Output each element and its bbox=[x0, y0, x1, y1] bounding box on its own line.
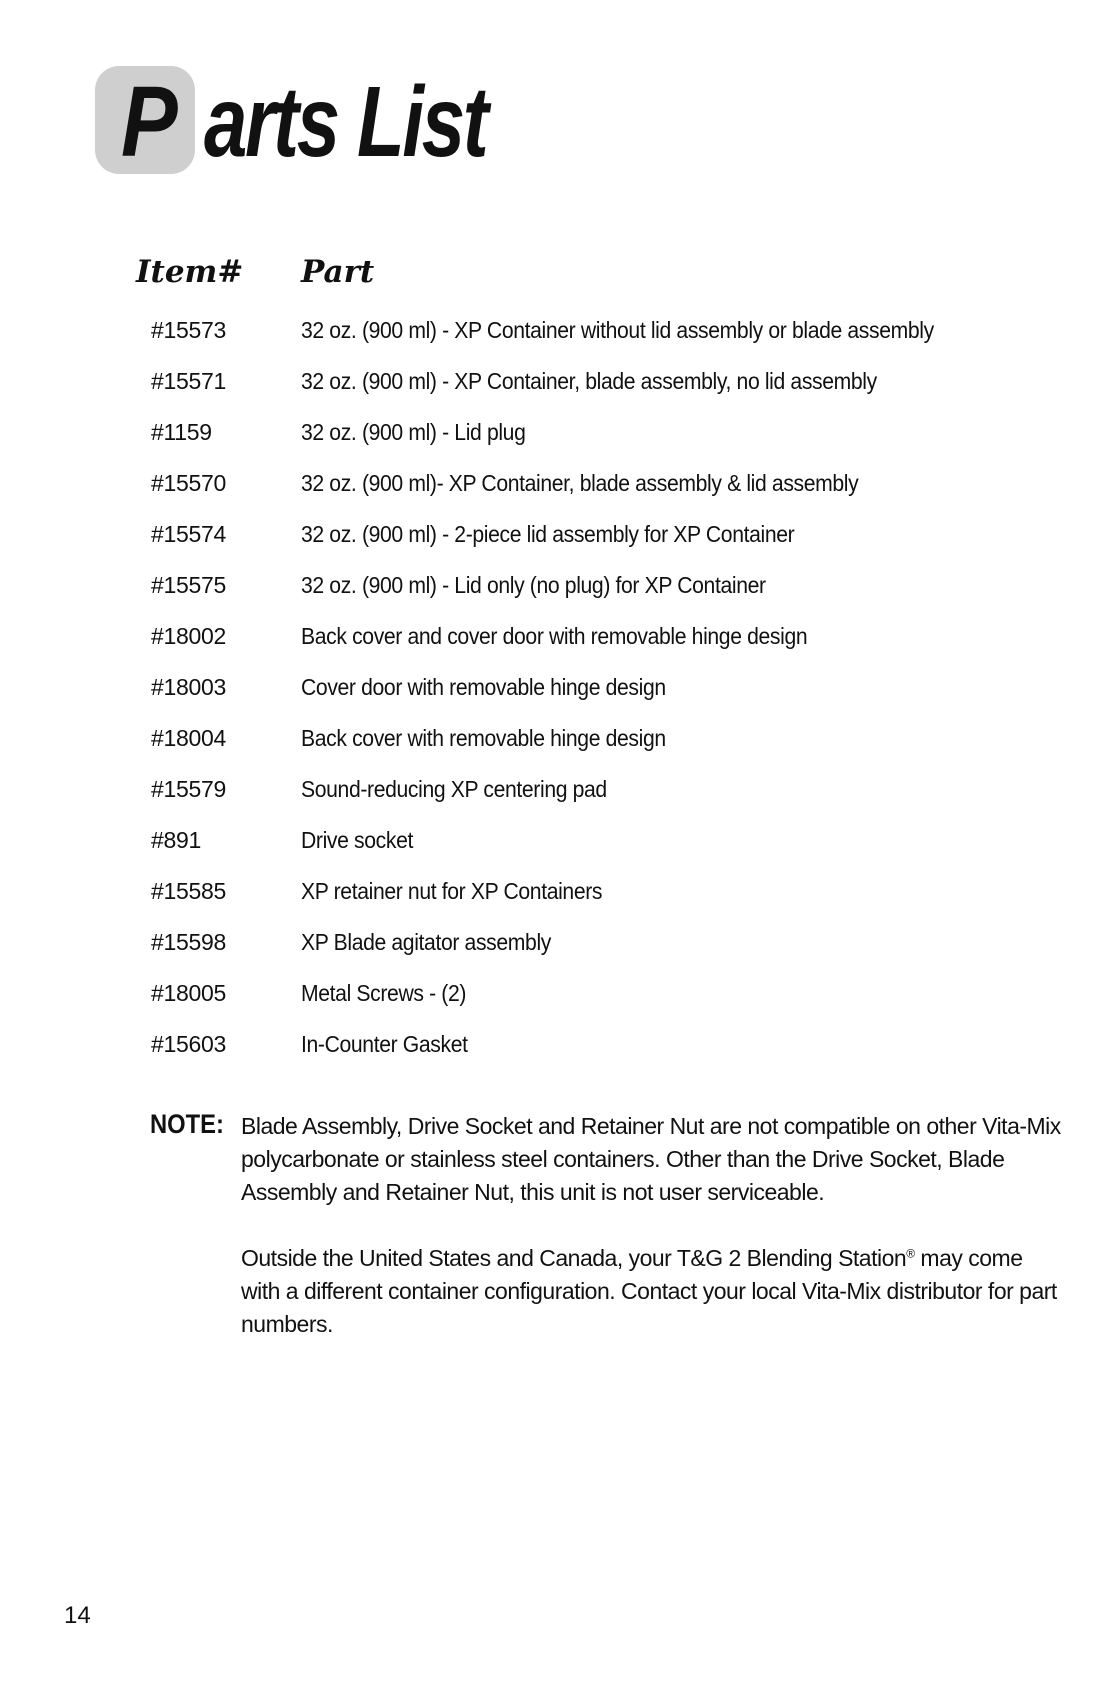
part-row bbox=[0, 616, 1100, 667]
part-description: 32 oz. (900 ml) - XP Container without lid assembly or blade assembly bbox=[301, 317, 934, 343]
part-description: XP Blade agitator assembly bbox=[301, 929, 551, 955]
part-row bbox=[0, 463, 1100, 514]
item-number: #18004 bbox=[151, 725, 226, 751]
item-column-header: Item# bbox=[136, 254, 244, 290]
part-column-header: Part bbox=[301, 254, 375, 290]
part-row bbox=[0, 769, 1100, 820]
part-row bbox=[0, 973, 1100, 1024]
item-number: #18002 bbox=[151, 623, 226, 649]
note-paragraph-configuration-start: Outside the United States and Canada, your T&G 2 Blending Station bbox=[241, 1245, 907, 1271]
part-description: 32 oz. (900 ml) - Lid plug bbox=[301, 419, 526, 445]
item-number: #15573 bbox=[151, 317, 226, 343]
item-number: #15570 bbox=[151, 470, 226, 496]
item-number: #15598 bbox=[151, 929, 226, 955]
part-description: Sound-reducing XP centering pad bbox=[301, 776, 607, 802]
item-number: #15574 bbox=[151, 521, 226, 547]
part-description: Back cover and cover door with removable hinge design bbox=[301, 623, 808, 649]
note-body bbox=[241, 1110, 1061, 1374]
part-row bbox=[0, 1024, 1100, 1075]
item-number: #15603 bbox=[151, 1031, 226, 1057]
registered-mark: ® bbox=[906, 1246, 915, 1261]
item-number: #15579 bbox=[151, 776, 226, 802]
part-description: 32 oz. (900 ml) - XP Container, blade assembly, no lid assembly bbox=[301, 368, 877, 394]
part-description: XP retainer nut for XP Containers bbox=[301, 878, 603, 904]
item-number: #18005 bbox=[151, 980, 226, 1006]
note-paragraph-configuration bbox=[241, 1242, 1061, 1341]
part-description: 32 oz. (900 ml) - 2-piece lid assembly for XP Container bbox=[301, 521, 795, 547]
parts-list bbox=[0, 310, 1100, 1075]
item-number: #1159 bbox=[151, 419, 212, 445]
title-text: arts List bbox=[204, 66, 487, 178]
note-paragraph-compatibility: Blade Assembly, Drive Socket and Retainer Nut are not compatible on other Vita-Mix polycarbonate or stainless steel containers. Other than the Drive Socket, Blade Assembly and Retainer Nut, this unit is not user serviceable. bbox=[241, 1113, 1061, 1205]
part-row bbox=[0, 922, 1100, 973]
part-row bbox=[0, 820, 1100, 871]
note-label: NOTE: bbox=[150, 1109, 224, 1139]
item-number: #15585 bbox=[151, 878, 226, 904]
part-row bbox=[0, 361, 1100, 412]
item-number: #15575 bbox=[151, 572, 226, 598]
part-row bbox=[0, 565, 1100, 616]
part-description: 32 oz. (900 ml)- XP Container, blade assembly & lid assembly bbox=[301, 470, 859, 496]
part-row bbox=[0, 310, 1100, 361]
item-number: #15571 bbox=[151, 368, 226, 394]
title-initial-letter: P bbox=[121, 66, 176, 178]
part-description: In-Counter Gasket bbox=[301, 1031, 468, 1057]
part-row bbox=[0, 514, 1100, 565]
part-description: Metal Screws - (2) bbox=[301, 980, 467, 1006]
part-description: Drive socket bbox=[301, 827, 413, 853]
item-number: #18003 bbox=[151, 674, 226, 700]
part-row bbox=[0, 871, 1100, 922]
part-row bbox=[0, 412, 1100, 463]
part-row bbox=[0, 718, 1100, 769]
part-description: Back cover with removable hinge design bbox=[301, 725, 666, 751]
item-number: #891 bbox=[151, 827, 201, 853]
note-paragraph-configuration-end: may come with a different container configuration. Contact your local Vita-Mix distributor for part numbers. bbox=[241, 1245, 1057, 1337]
part-description: Cover door with removable hinge design bbox=[301, 674, 666, 700]
page-number: 14 bbox=[64, 1602, 91, 1629]
part-description: 32 oz. (900 ml) - Lid only (no plug) for XP Container bbox=[301, 572, 766, 598]
part-row bbox=[0, 667, 1100, 718]
